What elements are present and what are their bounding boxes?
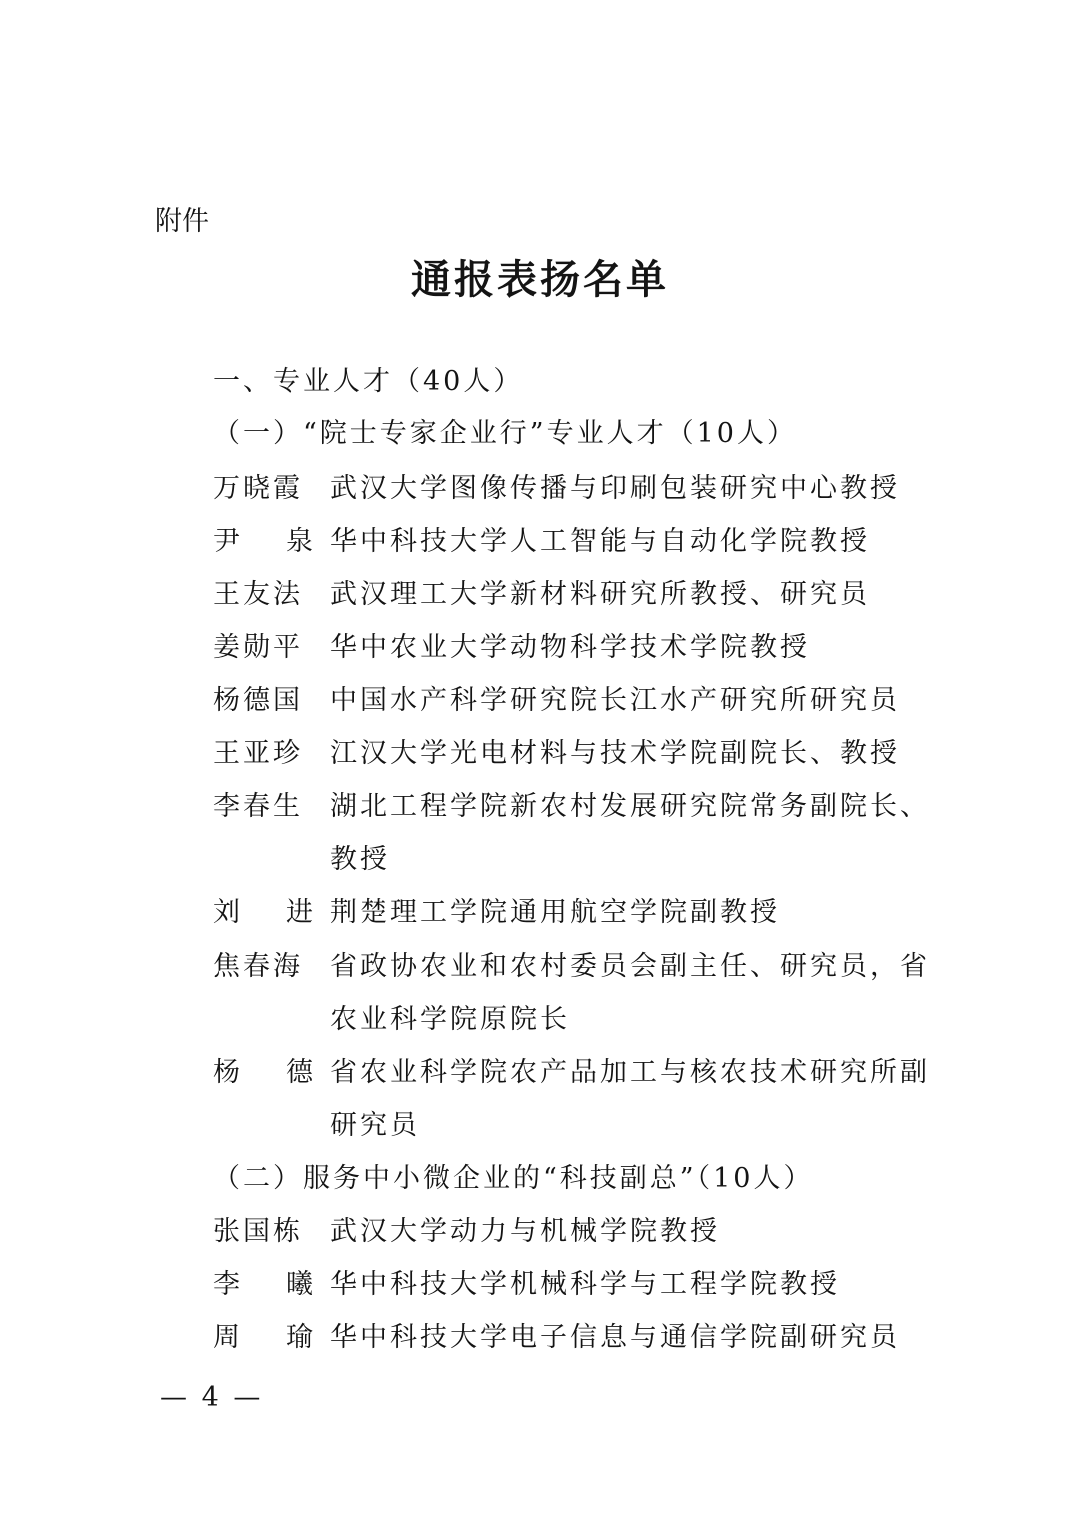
person-name: 万晓霞 xyxy=(213,473,303,504)
person-name: 尹 泉 xyxy=(213,526,313,557)
page-number: — 4 — xyxy=(160,1382,264,1413)
person-name: 张国栋 xyxy=(213,1216,303,1247)
person-title: 武汉理工大学新材料研究所教授、研究员 xyxy=(330,579,870,610)
person-title: 华中科技大学机械科学与工程学院教授 xyxy=(330,1269,840,1300)
person-title: 荆楚理工学院通用航空学院副教授 xyxy=(330,897,780,928)
person-title: 武汉大学图像传播与印刷包装研究中心教授 xyxy=(330,473,900,504)
person-title-cont: 教授 xyxy=(330,844,390,875)
person-title: 武汉大学动力与机械学院教授 xyxy=(330,1216,720,1247)
person-name: 周 瑜 xyxy=(213,1322,313,1353)
person-name: 杨德国 xyxy=(213,685,303,716)
person-title: 华中科技大学电子信息与通信学院副研究员 xyxy=(330,1322,900,1353)
person-name: 王亚珍 xyxy=(213,738,303,769)
person-title: 华中科技大学人工智能与自动化学院教授 xyxy=(330,526,870,557)
person-title-cont: 研究员 xyxy=(330,1110,420,1141)
person-name: 李春生 xyxy=(213,791,303,822)
person-name: 王友法 xyxy=(213,579,303,610)
person-name: 李 曦 xyxy=(213,1269,313,1300)
person-name: 焦春海 xyxy=(213,951,303,982)
person-title: 省政协农业和农村委员会副主任、研究员，省 xyxy=(330,951,930,982)
person-title: 江汉大学光电材料与技术学院副院长、教授 xyxy=(330,738,900,769)
subsection-heading: （一）“院士专家企业行”专业人才（10人） xyxy=(213,418,797,449)
attachment-label: 附件 xyxy=(155,206,209,237)
person-title: 华中农业大学动物科学技术学院教授 xyxy=(330,632,810,663)
person-name: 刘 进 xyxy=(213,897,313,928)
section-heading: 一、专业人才（40人） xyxy=(213,366,524,397)
person-title-cont: 农业科学院原院长 xyxy=(330,1004,570,1035)
person-name: 杨 德 xyxy=(213,1057,313,1088)
document-title: 通报表扬名单 xyxy=(411,256,669,303)
person-name: 姜勋平 xyxy=(213,632,303,663)
person-title: 中国水产科学研究院长江水产研究所研究员 xyxy=(330,685,900,716)
person-title: 省农业科学院农产品加工与核农技术研究所副 xyxy=(330,1057,930,1088)
person-title: 湖北工程学院新农村发展研究院常务副院长、 xyxy=(330,791,930,822)
subsection-heading: （二）服务中小微企业的“科技副总”（10人） xyxy=(213,1163,814,1194)
